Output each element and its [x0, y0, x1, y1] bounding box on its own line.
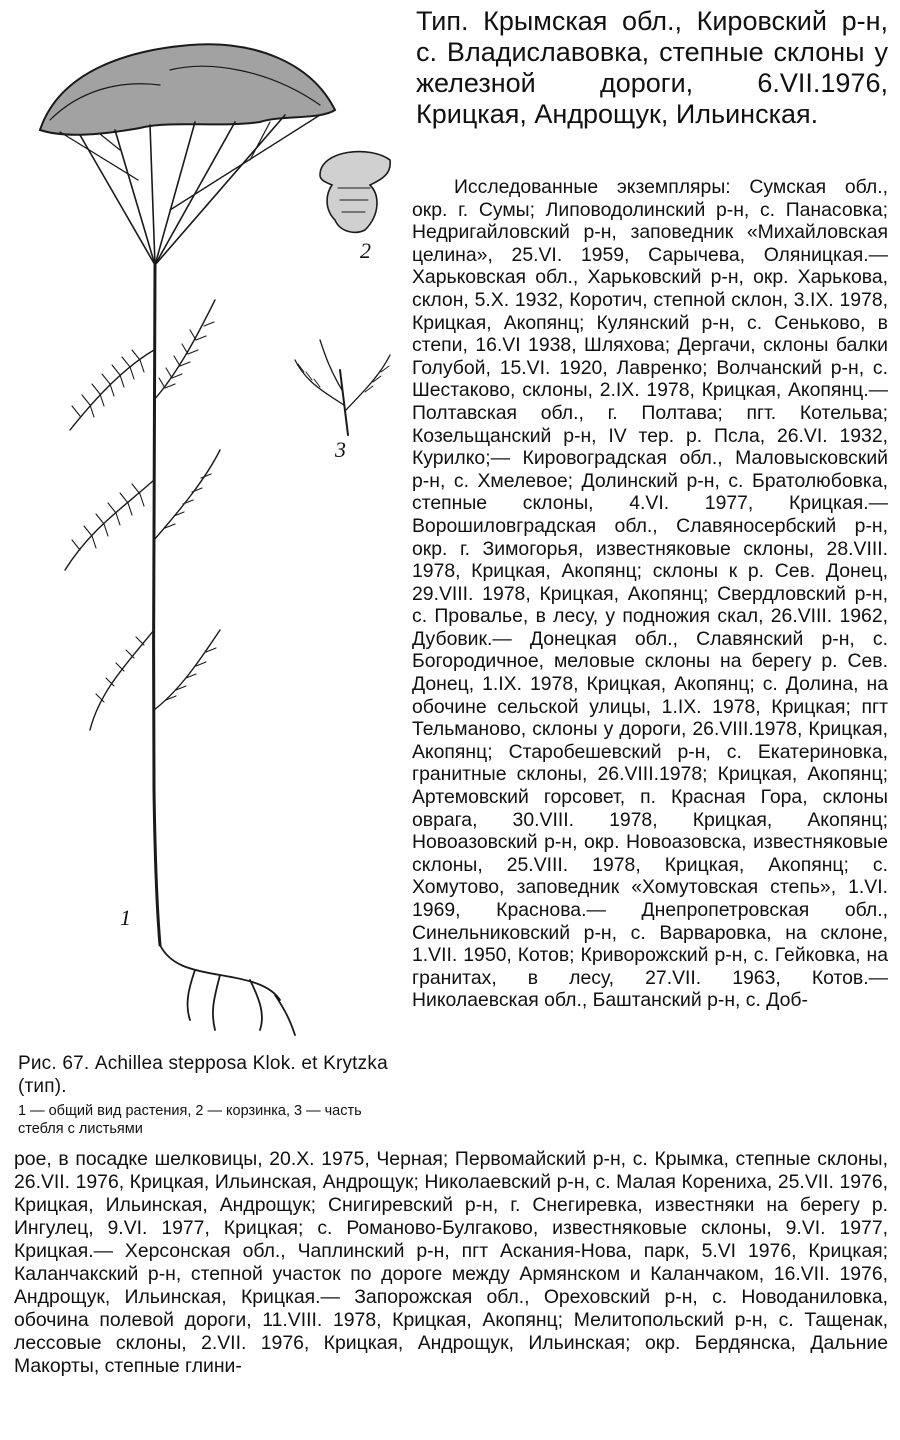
specimens-column — [412, 176, 888, 1012]
figure-caption — [18, 1052, 400, 1138]
specimens-continuation — [14, 1148, 888, 1378]
type-locality: Тип. Крымская обл., Кировский р-н, с. Владиславовка, степные склоны у железной дороги, 6.VII.1976, Крицкая, Андрощук, Ильинская. — [416, 6, 888, 129]
flower-head-detail — [320, 152, 390, 233]
figure-label-3: 3 — [335, 437, 346, 462]
inflorescence-outline — [40, 44, 335, 135]
figure-label-1: 1 — [120, 905, 131, 930]
main-stem — [154, 265, 160, 945]
roots — [160, 945, 295, 1035]
specimens-continuation-paragraph: рое, в посадке шелковицы, 20.X. 1975, Черная; Первомайский р-н, с. Крымка, степные склоны, 26.VII. 1976, Крицкая, Ильинская, Андрощук; Николаевский р-н, с. Малая Корениха, 25.VII. 1976, Крицкая, Ильинская, Андрощук; Снигиревский р-н, г. Снегиревка, известняки на берегу р. Ингулец, 9.VI. 1977, Крицкая; с. Романово-Булгаково, известняковые склоны, 9.VI. 1977, Крицкая.— Херсонская обл., Чаплинский р-н, пгт Аскания-Нова, парк, 5.VI 1976, Крицкая; Каланчакский р-н, степной участок по дороге между Армянском и Каланчаком, 16.VII. 1976, Андрощук, Ильинская, Крицкая.— Запорожская обл., Ореховский р-н, с. Новоданиловка, обочина полевой дороги, 11.VIII. 1978, Крицкая, Акопянц; Мелитопольский р-н, с. Тащенак, лессовые склоны, 2.VII. 1976, Крицкая, Андрощук, Ильинская; окр. Бердянска, Дальние Макорты, степные глини- — [14, 1148, 888, 1377]
plant-illustration — [20, 10, 400, 1050]
achillea-drawing — [20, 10, 400, 1050]
caption-title: Рис. 67. Achillea stepposa Klok. et Krytzka (тип). — [18, 1053, 388, 1097]
caption-legend: 1 — общий вид растения, 2 — корзинка, 3 — часть стебля с листьями — [18, 1103, 362, 1137]
specimens-paragraph: Исследованные экземпляры: Сумская обл., окр. г. Сумы; Липоводолинский р-н, с. Панасовка; Недригайловский р-н, заповедник «Михайловская целина», 25.VI. 1959, Сарычева, Оляницкая.— Харьковская обл., Харьковский р-н, окр. Харькова, склон, 5.X. 1932, Коротич, степной склон, 3.IX. 1978, Крицкая, Акопянц; Кулянский р-н, с. Сеньково, в степи, 16.VI 1938, Шляхова; Дергачи, склоны балки Голубой, 15.VI. 1920, Лавренко; Волчанский р-н, с. Шестаково, склоны, 2.IX. 1978, Крицкая, Акопянц.— Полтавская обл., г. Полтава; пгт. Котельва; Козельщанский р-н, IV тер. р. Псла, 26.VI. 1932, Курилко;— Кировоградская обл., Маловысковский р-н, с. Хмелевое; Долинский р-н, с. Братолюбовка, степные склоны, 4.VI. 1977, Крицкая.— Ворошиловградская обл., Славяносербский р-н, окр. г. Зимогорья, известняковые склоны, 28.VIII. 1978, Крицкая, Акопянц; склоны к р. Сев. Донец, 29.VIII. 1978, Крицкая, Акопянц; Свердловский р-н, с. Провалье, в лесу, у подножия скал, 26.VIII. 1962, Дубовик.— Донецкая обл., Славянский р-н, с. Богородичное, меловые склоны на берегу р. Сев. Донец, 1.IX. 1978, Крицкая, Акопянц; с. Долина, на обочине сельской улицы, 1.IX. 1978, Крицкая; пгт Тельманово, склоны у дороги, 26.VIII.1978, Крицкая, Акопянц; Старобешевский р-н, с. Екатериновка, гранитные склоны, 26.VIII.1978; Крицкая, Акопянц; Артемовский горсовет, п. Красная Гора, склоны оврага, 30.VIII. 1978, Крицкая, Акопянц; Новоазовский р-н, окр. Новоазовска, известняковые склоны, 25.VIII. 1978, Крицкая, Акопянц; с. Хомутово, заповедник «Хомутовская степь», 1.VI. 1969, Краснова.— Днепропетровская обл., Синельниковский р-н, с. Варваровка, на склоне, 1.VII. 1950, Котов; Криворожский р-н, с. Гейковка, на гранитах, в лесу, 27.VII. 1963, Котов.— Николаевская обл., Баштанский р-н, с. Доб- — [412, 176, 888, 1012]
figure-label-2: 2 — [360, 238, 371, 263]
